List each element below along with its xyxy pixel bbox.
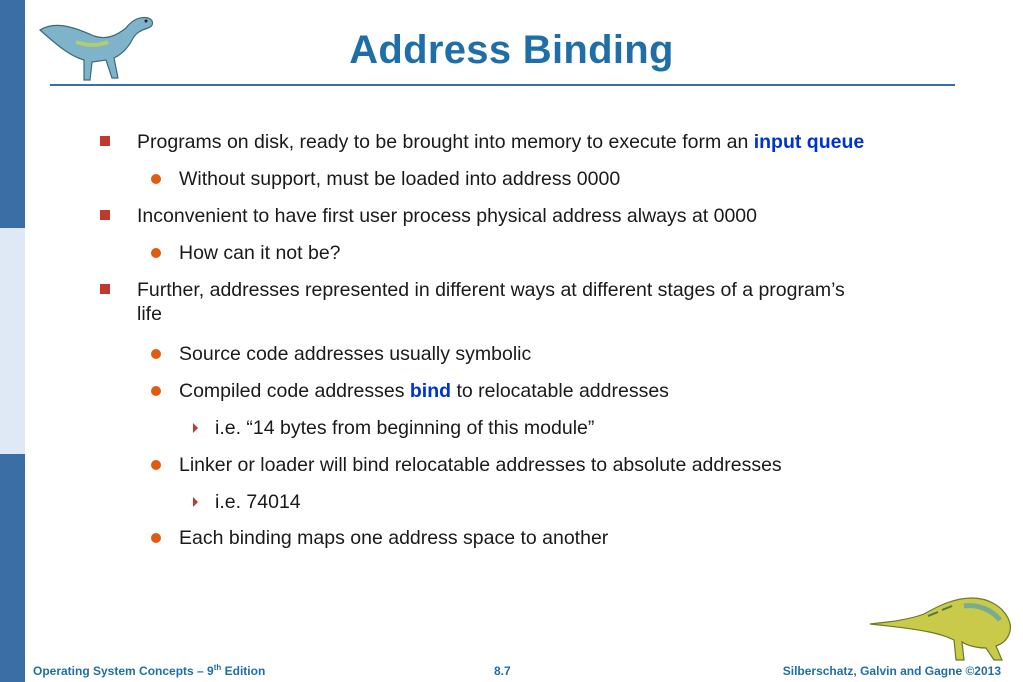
square-bullet-icon — [100, 284, 110, 294]
sub-bullet-compiled-code — [179, 379, 669, 403]
circle-bullet-icon — [151, 533, 161, 543]
footer-page-number: 8.7 — [494, 664, 511, 678]
square-bullet-icon — [100, 210, 110, 220]
square-bullet-icon — [100, 136, 110, 146]
bullet-inconvenient — [137, 204, 757, 228]
bullet-text: Compiled code addresses — [179, 380, 410, 402]
footer-book-title — [33, 663, 265, 678]
circle-bullet-icon — [151, 248, 161, 258]
sub-sub-bullet-14-bytes — [215, 416, 594, 440]
triangle-bullet-icon — [193, 497, 198, 507]
bullet-text: i.e. “14 bytes from beginning of this module” — [215, 417, 595, 439]
circle-bullet-icon — [151, 386, 161, 396]
footer-book-title-text: Operating System Concepts – 9 — [33, 664, 214, 678]
highlight-term: bind — [409, 380, 452, 402]
circle-bullet-icon — [151, 349, 161, 359]
bullet-text: Inconvenient to have first user process physical address always at 0000 — [137, 205, 758, 227]
bullet-text-line-2: life — [137, 303, 162, 325]
bullet-text: How can it not be? — [179, 242, 341, 264]
sub-bullet-how-can — [179, 241, 341, 265]
bullet-text: Without support, must be loaded into address 0000 — [179, 168, 621, 190]
sub-bullet-without-support — [179, 167, 620, 191]
triangle-bullet-icon — [193, 423, 198, 433]
highlight-term: input queue — [753, 131, 865, 153]
footer-book-title-tail: Edition — [221, 664, 266, 678]
bullet-input-queue — [137, 130, 864, 154]
bullet-text: Source code addresses usually symbolic — [179, 343, 532, 365]
circle-bullet-icon — [151, 460, 161, 470]
sub-bullet-source-code — [179, 342, 531, 366]
footer-authors: Silberschatz, Galvin and Gagne ©2013 — [782, 664, 1001, 678]
dinosaur-logo-bottom — [868, 584, 1016, 662]
bullet-text-tail: to relocatable addresses — [451, 380, 669, 402]
sub-sub-bullet-74014 — [215, 490, 301, 514]
sub-bullet-linker — [179, 453, 782, 477]
circle-bullet-icon — [151, 174, 161, 184]
bullet-text: i.e. 74014 — [215, 491, 301, 513]
bullet-text: Linker or loader will bind relocatable addresses to absolute addresses — [179, 454, 782, 476]
sub-bullet-each-binding — [179, 526, 608, 550]
bullet-text-line-1: Further, addresses represented in different ways at different stages of a program’s — [137, 279, 845, 301]
bullet-text: Programs on disk, ready to be brought into memory to execute form an — [137, 131, 754, 153]
footer-superscript: th — [213, 663, 222, 672]
bullet-further — [137, 278, 987, 326]
bullet-text: Each binding maps one address space to another — [179, 527, 609, 549]
slide-title: Address Binding — [349, 28, 674, 72]
